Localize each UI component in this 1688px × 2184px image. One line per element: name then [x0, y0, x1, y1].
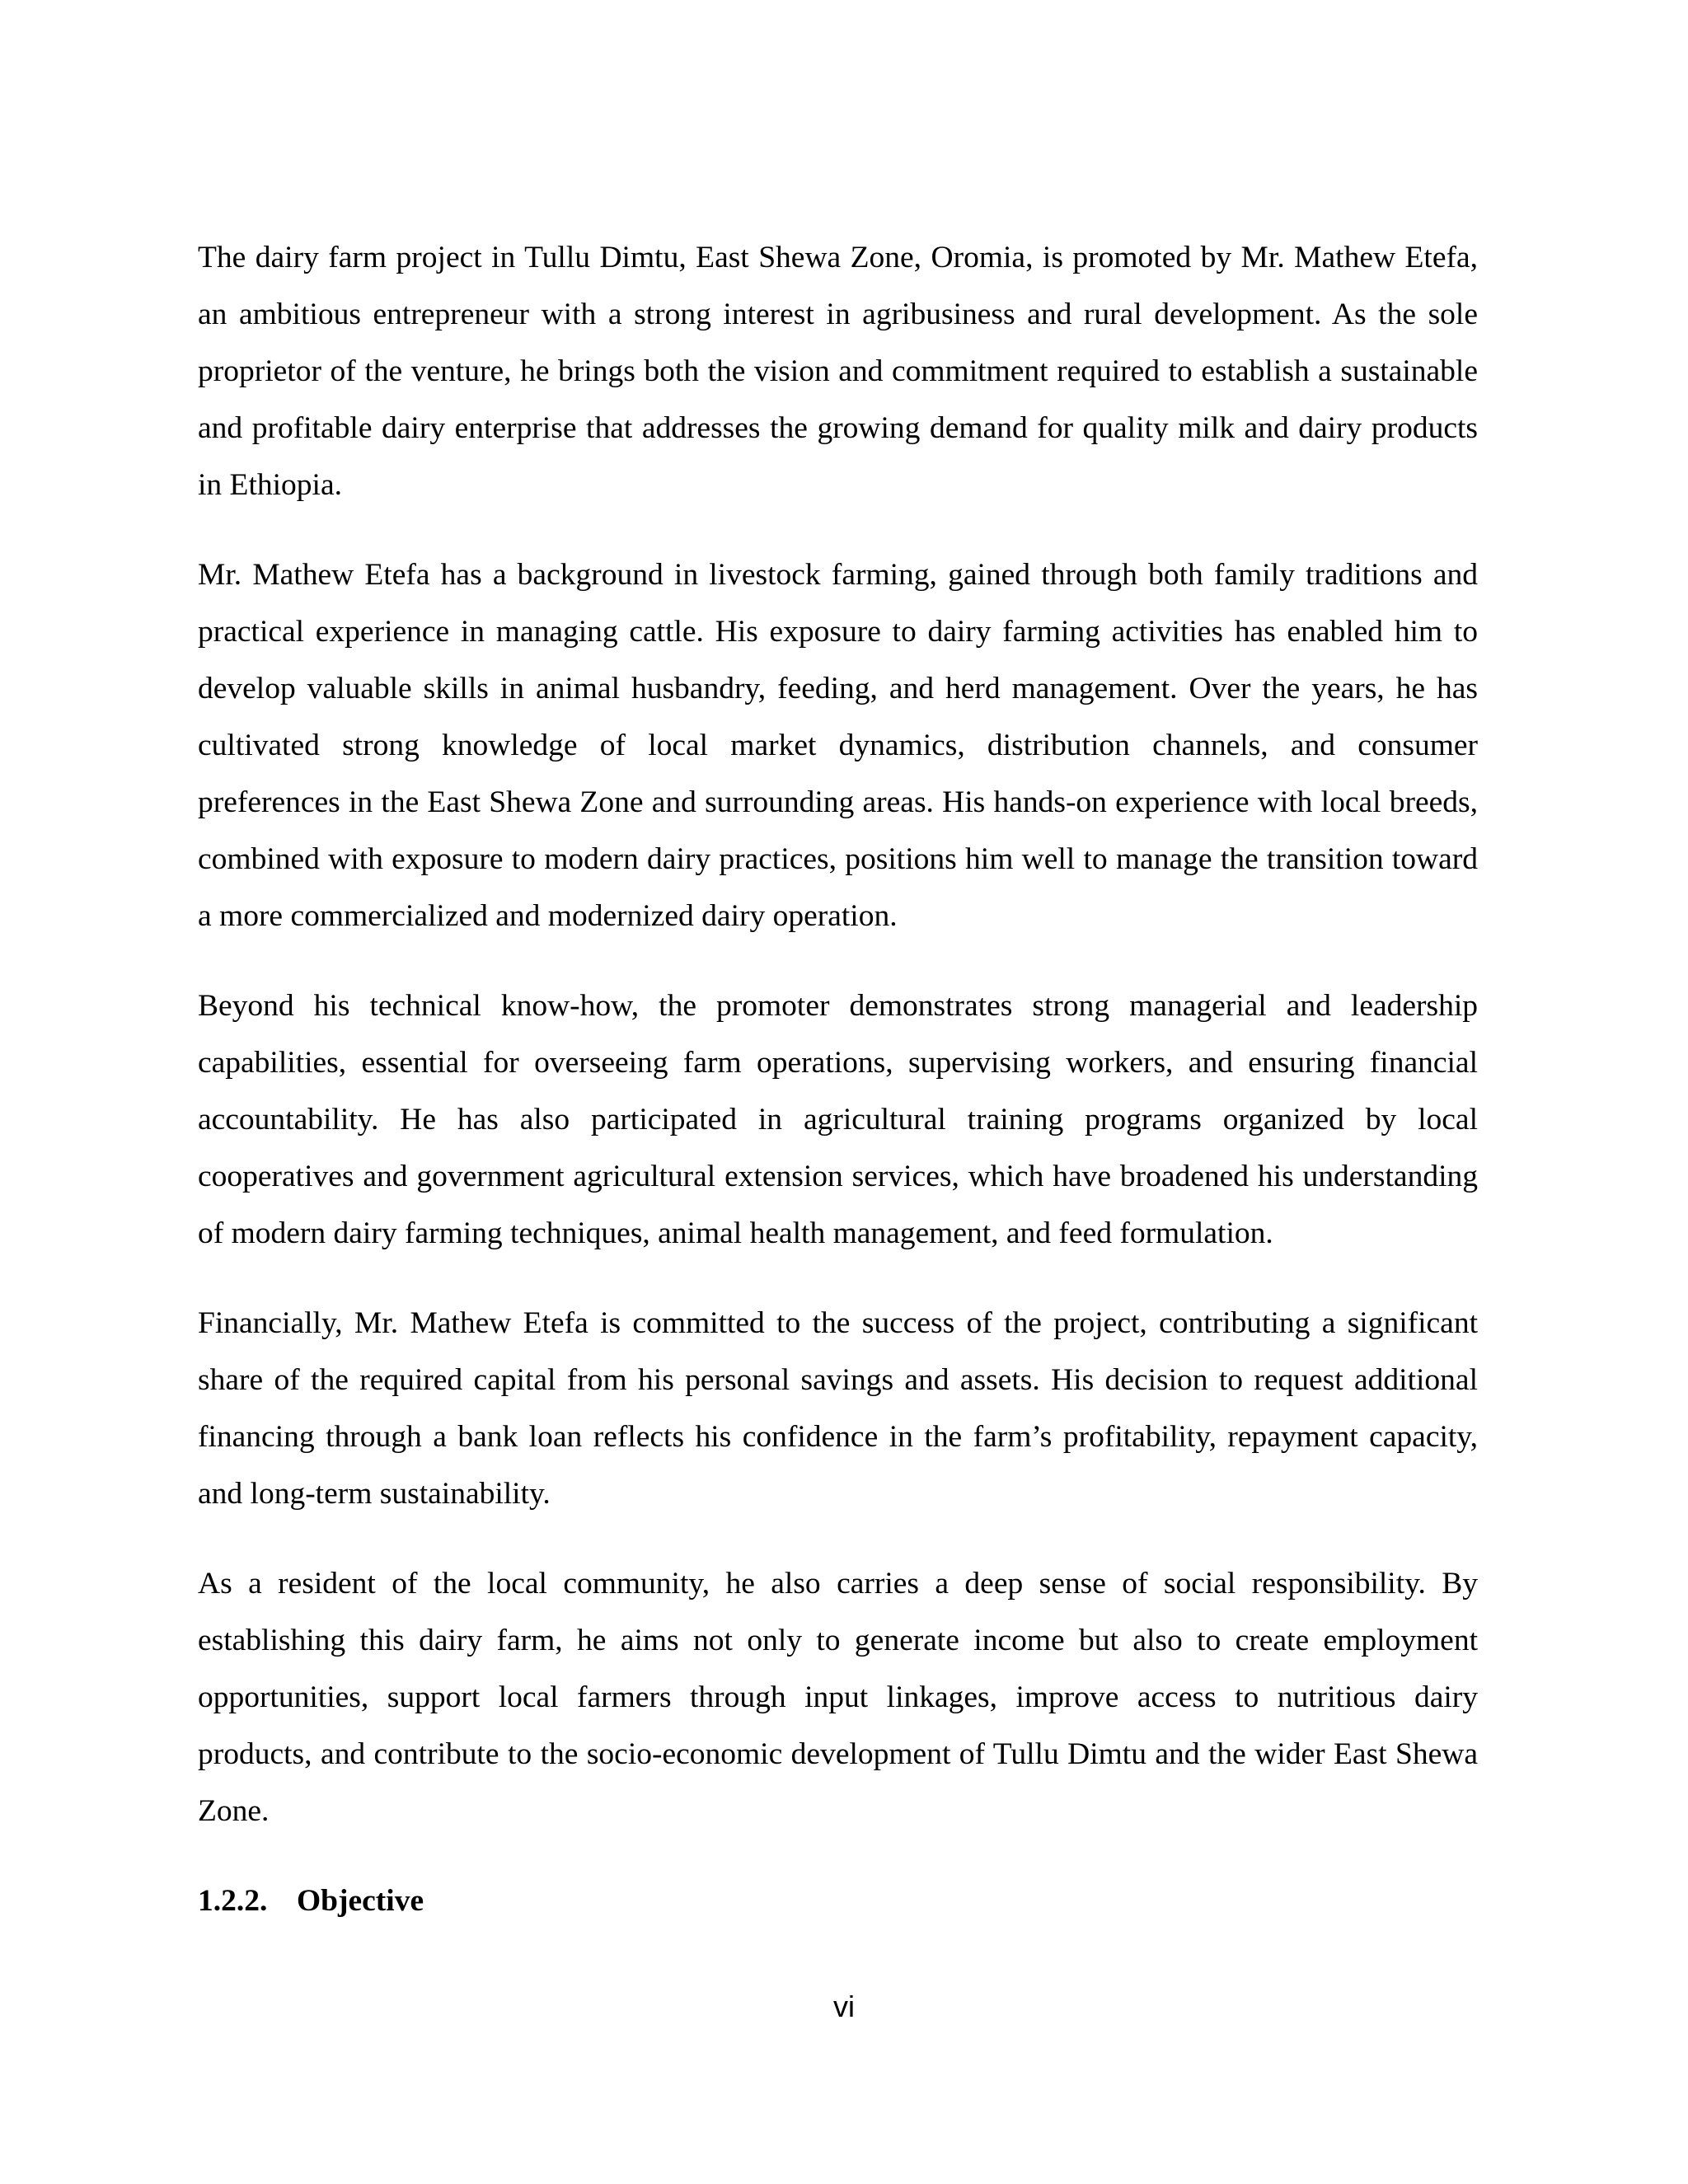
paragraph-managerial-skills: Beyond his technical know-how, the promoter demonstrates strong managerial and leadership capabilities, essential for overseeing farm operations, supervising workers, and ensuring financial accountability. He has also participated in agricultural training programs organized by local cooperatives and government agricultural extension services, which have broadened his understanding of modern dairy farming techniques, animal health management, and feed formulation.	[198, 989, 1478, 1250]
paragraph-background: Mr. Mathew Etefa has a background in livestock farming, gained through both family traditions and practical experience in managing cattle. His exposure to dairy farming activities has enabled him to develop valuable skills in animal husbandry, feeding, and herd management. Over the years, he has cultivated strong knowledge of local market dynamics, distribution channels, and consumer preferences in the East Shewa Zone and surrounding areas. His hands-on experience with local breeds, combined with exposure to modern dairy practices, positions him well to manage the transition toward a more commercialized and modernized dairy operation.	[198, 558, 1478, 933]
section-number: 1.2.2.	[198, 1884, 268, 1918]
paragraph-financial-commitment: Financially, Mr. Mathew Etefa is committed to the success of the project, contributing a significant share of the required capital from his personal savings and assets. His decision to request additional financing through a bank loan reflects his confidence in the farm’s profitability, repayment capacity, and long-term sustainability.	[198, 1306, 1478, 1511]
paragraph-social-responsibility: As a resident of the local community, he also carries a deep sense of social responsibility. By establishing this dairy farm, he aims not only to generate income but also to create employment opportunities, support local farmers through input linkages, improve access to nutritious dairy products, and contribute to the socio-economic development of Tullu Dimtu and the wider East Shewa Zone.	[198, 1567, 1478, 1828]
section-heading	[198, 1872, 1478, 1929]
section-title: Objective	[297, 1884, 424, 1918]
page-number: vi	[833, 1990, 855, 2023]
paragraph-promoter-intro: The dairy farm project in Tullu Dimtu, East Shewa Zone, Oromia, is promoted by Mr. Mathew Etefa, an ambitious entrepreneur with a strong interest in agribusiness and rural development. As the sole proprietor of the venture, he brings both the vision and commitment required to establish a sustainable and profitable dairy enterprise that addresses the growing demand for quality milk and dairy products in Ethiopia.	[198, 241, 1478, 502]
page-body	[198, 229, 1478, 1929]
